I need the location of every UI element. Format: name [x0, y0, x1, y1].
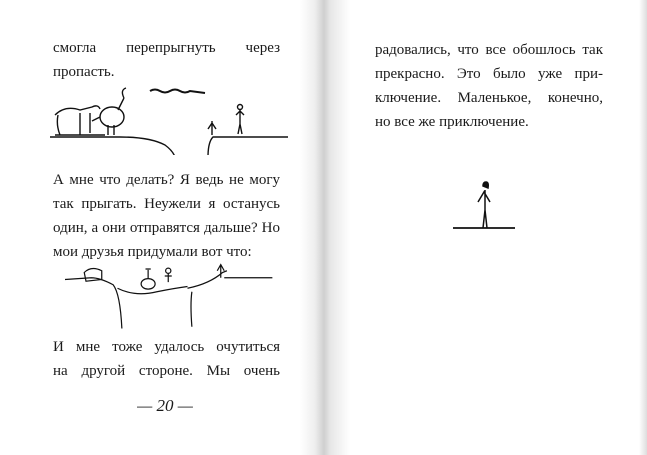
text-line: пропасть. [53, 64, 115, 80]
text-line: радовались, что все обошлось так [375, 42, 603, 58]
text-line: ключение. Маленькое, конечно, [375, 90, 603, 106]
text-line: так прыгать. Неужели я останусь [53, 196, 280, 212]
text-line: смогла перепрыгнуть через [53, 40, 280, 56]
page-number: — 20 — [137, 396, 193, 415]
page-edge [639, 0, 647, 455]
book-gutter [300, 0, 350, 455]
text-line: но все же приключение. [375, 114, 529, 130]
text-line: А мне что делать? Я ведь не могу [53, 172, 280, 188]
text-line: на другой стороне. Мы очень [53, 363, 280, 379]
text-line: И мне тоже удалось очутиться [53, 339, 280, 355]
illustration-bridge [50, 262, 290, 332]
text-line: мои друзья придумали вот что: [53, 244, 252, 260]
illustration-stick-figure [450, 180, 520, 240]
illustration-jump [50, 85, 290, 155]
text-line: прекрасно. Это было уже при- [375, 66, 603, 82]
text-line: один, а они отправятся дальше? Но [53, 220, 280, 236]
